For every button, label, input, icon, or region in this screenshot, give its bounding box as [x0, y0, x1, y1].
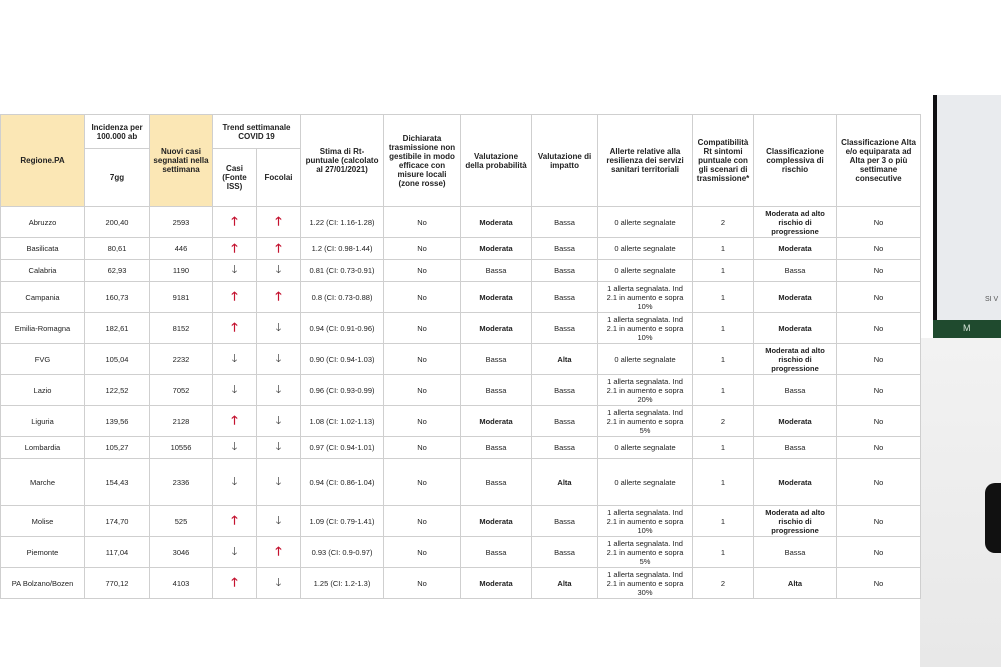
arrow-up-icon [213, 282, 257, 313]
cell-high: No [837, 260, 921, 282]
header-impact: Valutazione di impatto [532, 115, 598, 207]
cell-declared: No [384, 282, 461, 313]
cell-overall: Moderata [754, 282, 837, 313]
table-body [1, 207, 921, 599]
header-overall: Classificazione complessiva di rischio [754, 115, 837, 207]
cell-overall: Bassa [754, 260, 837, 282]
cell-region: Campania [1, 282, 85, 313]
arrow-down-icon [257, 406, 301, 437]
cell-declared: No [384, 207, 461, 238]
side-label: SI V [985, 296, 999, 303]
header-probability: Valutazione della probabilità [461, 115, 532, 207]
cell-high: No [837, 459, 921, 506]
cell-compatible: 2 [693, 207, 754, 238]
cell-incidence: 105,04 [85, 344, 150, 375]
arrow-down-icon [257, 437, 301, 459]
cell-overall: Moderata [754, 406, 837, 437]
cell-impact: Bassa [532, 238, 598, 260]
cell-impact: Bassa [532, 506, 598, 537]
cell-probability: Bassa [461, 260, 532, 282]
cell-compatible: 1 [693, 459, 754, 506]
cell-declared: No [384, 437, 461, 459]
cell-probability: Moderata [461, 207, 532, 238]
table-row [1, 406, 921, 437]
arrow-up-icon: 🡑 [275, 289, 282, 303]
cell-rt: 0.97 (CI: 0.94-1.01) [301, 437, 384, 459]
cell-compatible: 1 [693, 282, 754, 313]
cell-cases: 7052 [150, 375, 213, 406]
cell-rt: 0.81 (CI: 0.73-0.91) [301, 260, 384, 282]
cell-incidence: 139,56 [85, 406, 150, 437]
arrow-down-icon: 🡓 [231, 383, 238, 396]
table-row [1, 238, 921, 260]
cell-rt: 1.09 (CI: 0.79-1.41) [301, 506, 384, 537]
cell-rt: 1.08 (CI: 1.02-1.13) [301, 406, 384, 437]
arrow-down-icon: 🡓 [275, 576, 282, 589]
cell-impact: Bassa [532, 406, 598, 437]
cell-cases: 2336 [150, 459, 213, 506]
arrow-down-icon [257, 260, 301, 282]
table-row [1, 568, 921, 599]
cell-cases: 2128 [150, 406, 213, 437]
arrow-up-icon: 🡑 [231, 240, 238, 255]
cell-region: FVG [1, 344, 85, 375]
cell-region: Marche [1, 459, 85, 506]
cell-impact: Alta [532, 344, 598, 375]
arrow-down-icon: 🡓 [275, 264, 282, 276]
cell-region: Abruzzo [1, 207, 85, 238]
table-row [1, 344, 921, 375]
cell-declared: No [384, 506, 461, 537]
cell-incidence: 770,12 [85, 568, 150, 599]
arrow-up-icon: 🡑 [231, 214, 238, 228]
cell-compatible: 1 [693, 375, 754, 406]
cell-overall: Alta [754, 568, 837, 599]
cell-cases: 9181 [150, 282, 213, 313]
cell-incidence: 122,52 [85, 375, 150, 406]
arrow-up-icon: 🡑 [231, 413, 238, 427]
arrow-up-icon [213, 313, 257, 344]
arrow-down-icon [213, 437, 257, 459]
cell-high: No [837, 406, 921, 437]
cell-alerts: 1 allerta segnalata. Ind 2.1 in aumento e sopra 20% [598, 375, 693, 406]
cell-high: No [837, 437, 921, 459]
table-row [1, 282, 921, 313]
arrow-down-icon [257, 506, 301, 537]
cell-probability: Bassa [461, 537, 532, 568]
cell-alerts: 1 allerta segnalata. Ind 2.1 in aumento e sopra 5% [598, 537, 693, 568]
cell-region: Liguria [1, 406, 85, 437]
cell-high: No [837, 282, 921, 313]
cell-rt: 0.8 (CI: 0.73-0.88) [301, 282, 384, 313]
arrow-up-icon: 🡑 [275, 240, 282, 255]
cell-alerts: 0 allerte segnalate [598, 207, 693, 238]
arrow-down-icon [213, 459, 257, 506]
cell-compatible: 1 [693, 313, 754, 344]
cell-probability: Moderata [461, 282, 532, 313]
cell-incidence: 200,40 [85, 207, 150, 238]
table-row [1, 437, 921, 459]
cell-high: No [837, 375, 921, 406]
cell-impact: Bassa [532, 437, 598, 459]
table-row [1, 459, 921, 506]
header-new-cases: Nuovi casi segnalati nella settimana [150, 115, 213, 207]
arrow-down-icon: 🡓 [275, 441, 282, 453]
arrow-down-icon [213, 375, 257, 406]
cell-high: No [837, 207, 921, 238]
arrow-down-icon: 🡓 [275, 414, 282, 427]
cell-rt: 1.25 (CI: 1.2-1.3) [301, 568, 384, 599]
cell-declared: No [384, 260, 461, 282]
cell-compatible: 1 [693, 260, 754, 282]
arrow-up-icon [213, 238, 257, 260]
arrow-down-icon: 🡓 [275, 383, 282, 396]
covid-risk-table [0, 114, 921, 599]
cell-compatible: 2 [693, 568, 754, 599]
side-monitor-edge [933, 95, 937, 338]
header-high: Classificazione Alta e/o equiparata ad Alta per 3 o più settimane consecutive [837, 115, 921, 207]
header-compatible: Compatibilità Rt sintomi puntuale con gli scenari di trasmissione* [693, 115, 754, 207]
cell-probability: Moderata [461, 506, 532, 537]
cell-compatible: 1 [693, 238, 754, 260]
header-rt: Stima di Rt-puntuale (calcolato al 27/01/2021) [301, 115, 384, 207]
cell-alerts: 0 allerte segnalate [598, 344, 693, 375]
cell-alerts: 1 allerta segnalata. Ind 2.1 in aumento e sopra 10% [598, 282, 693, 313]
arrow-down-icon: 🡓 [231, 352, 238, 365]
cell-region: Piemonte [1, 537, 85, 568]
cell-region: PA Bolzano/Bozen [1, 568, 85, 599]
cell-impact: Bassa [532, 260, 598, 282]
arrow-down-icon [257, 375, 301, 406]
cell-probability: Moderata [461, 568, 532, 599]
cell-alerts: 1 allerta segnalata. Ind 2.1 in aumento e sopra 30% [598, 568, 693, 599]
arrow-down-icon: 🡓 [275, 352, 282, 365]
arrow-down-icon: 🡓 [231, 545, 238, 558]
arrow-down-icon [257, 459, 301, 506]
cell-declared: No [384, 375, 461, 406]
arrow-up-icon: 🡑 [231, 513, 238, 527]
cell-probability: Bassa [461, 375, 532, 406]
cell-region: Emilia-Romagna [1, 313, 85, 344]
arrow-up-icon: 🡑 [275, 544, 282, 558]
arrow-up-icon [257, 537, 301, 568]
cell-compatible: 1 [693, 344, 754, 375]
cell-declared: No [384, 344, 461, 375]
cell-cases: 1190 [150, 260, 213, 282]
arrow-down-icon: 🡓 [231, 441, 238, 453]
header-row-1 [1, 115, 921, 149]
cell-alerts: 0 allerte segnalate [598, 437, 693, 459]
cell-rt: 1.22 (CI: 1.16-1.28) [301, 207, 384, 238]
cell-high: No [837, 537, 921, 568]
cell-overall: Moderata [754, 238, 837, 260]
cell-alerts: 1 allerta segnalata. Ind 2.1 in aumento e sopra 10% [598, 313, 693, 344]
cell-rt: 0.93 (CI: 0.9-0.97) [301, 537, 384, 568]
side-monitor-banner [933, 320, 1001, 338]
cell-probability: Bassa [461, 437, 532, 459]
cell-incidence: 154,43 [85, 459, 150, 506]
cell-alerts: 1 allerta segnalata. Ind 2.1 in aumento e sopra 10% [598, 506, 693, 537]
banner-text: M [963, 323, 971, 333]
cell-high: No [837, 344, 921, 375]
arrow-up-icon [257, 282, 301, 313]
cell-rt: 0.96 (CI: 0.93-0.99) [301, 375, 384, 406]
header-trend: Trend settimanale COVID 19 [213, 115, 301, 149]
header-alerts: Allerte relative alla resilienza dei servizi sanitari territoriali [598, 115, 693, 207]
cell-high: No [837, 506, 921, 537]
cell-declared: No [384, 537, 461, 568]
arrow-down-icon [257, 344, 301, 375]
arrow-down-icon [213, 537, 257, 568]
table-row [1, 207, 921, 238]
cell-cases: 2232 [150, 344, 213, 375]
arrow-down-icon [213, 260, 257, 282]
cell-rt: 0.90 (CI: 0.94-1.03) [301, 344, 384, 375]
cell-high: No [837, 568, 921, 599]
cell-impact: Bassa [532, 537, 598, 568]
cell-compatible: 2 [693, 406, 754, 437]
cell-alerts: 0 allerte segnalate [598, 260, 693, 282]
cell-region: Calabria [1, 260, 85, 282]
cell-compatible: 1 [693, 506, 754, 537]
cell-incidence: 174,70 [85, 506, 150, 537]
cell-region: Lombardia [1, 437, 85, 459]
cell-impact: Bassa [532, 282, 598, 313]
cell-region: Molise [1, 506, 85, 537]
arrow-down-icon [257, 568, 301, 599]
cell-probability: Moderata [461, 313, 532, 344]
header-trend-cases: Casi (Fonte ISS) [213, 149, 257, 207]
cell-incidence: 62,93 [85, 260, 150, 282]
arrow-up-icon [213, 406, 257, 437]
table-row [1, 260, 921, 282]
cell-overall: Bassa [754, 437, 837, 459]
cell-incidence: 80,61 [85, 238, 150, 260]
cell-overall: Moderata ad alto rischio di progressione [754, 207, 837, 238]
header-region: Regione.PA [1, 115, 85, 207]
cell-compatible: 1 [693, 537, 754, 568]
table-row [1, 375, 921, 406]
cell-declared: No [384, 406, 461, 437]
speaker-silhouette [985, 483, 1001, 553]
cell-overall: Moderata ad alto rischio di progressione [754, 344, 837, 375]
cell-overall: Moderata [754, 313, 837, 344]
table-row [1, 506, 921, 537]
cell-incidence: 160,73 [85, 282, 150, 313]
cell-cases: 8152 [150, 313, 213, 344]
cell-incidence: 117,04 [85, 537, 150, 568]
cell-probability: Moderata [461, 238, 532, 260]
table-row [1, 313, 921, 344]
cell-rt: 1.2 (CI: 0.98-1.44) [301, 238, 384, 260]
header-incidence: Incidenza per 100.000 ab [85, 115, 150, 149]
cell-compatible: 1 [693, 437, 754, 459]
header-incidence-7gg: 7gg [85, 149, 150, 207]
arrow-down-icon: 🡓 [275, 475, 282, 488]
arrow-down-icon [257, 313, 301, 344]
cell-declared: No [384, 568, 461, 599]
cell-declared: No [384, 459, 461, 506]
cell-impact: Alta [532, 568, 598, 599]
arrow-down-icon: 🡓 [275, 514, 282, 527]
cell-impact: Bassa [532, 313, 598, 344]
cell-cases: 446 [150, 238, 213, 260]
arrow-down-icon: 🡓 [275, 321, 282, 334]
table-row [1, 537, 921, 568]
cell-high: No [837, 238, 921, 260]
cell-impact: Bassa [532, 375, 598, 406]
arrow-up-icon [213, 568, 257, 599]
cell-alerts: 1 allerta segnalata. Ind 2.1 in aumento e sopra 5% [598, 406, 693, 437]
cell-high: No [837, 313, 921, 344]
arrow-up-icon [213, 506, 257, 537]
arrow-up-icon: 🡑 [231, 289, 238, 303]
cell-overall: Bassa [754, 537, 837, 568]
cell-alerts: 0 allerte segnalate [598, 238, 693, 260]
cell-probability: Bassa [461, 459, 532, 506]
arrow-up-icon [213, 207, 257, 238]
cell-cases: 2593 [150, 207, 213, 238]
cell-cases: 525 [150, 506, 213, 537]
arrow-up-icon: 🡑 [231, 320, 238, 334]
arrow-up-icon: 🡑 [275, 214, 282, 228]
header-trend-foci: Focolai [257, 149, 301, 207]
header-declared: Dichiarata trasmissione non gestibile in modo efficace con misure locali (zone rosse) [384, 115, 461, 207]
cell-rt: 0.94 (CI: 0.86-1.04) [301, 459, 384, 506]
cell-region: Basilicata [1, 238, 85, 260]
arrow-down-icon: 🡓 [231, 475, 238, 488]
cell-cases: 10556 [150, 437, 213, 459]
arrow-down-icon: 🡓 [231, 264, 238, 276]
cell-overall: Bassa [754, 375, 837, 406]
cell-probability: Bassa [461, 344, 532, 375]
cell-impact: Alta [532, 459, 598, 506]
arrow-up-icon: 🡑 [231, 575, 238, 589]
cell-overall: Moderata ad alto rischio di progressione [754, 506, 837, 537]
arrow-up-icon [257, 238, 301, 260]
cell-alerts: 0 allerte segnalate [598, 459, 693, 506]
cell-cases: 4103 [150, 568, 213, 599]
arrow-down-icon [213, 344, 257, 375]
cell-impact: Bassa [532, 207, 598, 238]
cell-cases: 3046 [150, 537, 213, 568]
cell-incidence: 182,61 [85, 313, 150, 344]
cell-incidence: 105,27 [85, 437, 150, 459]
cell-declared: No [384, 313, 461, 344]
cell-declared: No [384, 238, 461, 260]
arrow-up-icon [257, 207, 301, 238]
cell-region: Lazio [1, 375, 85, 406]
cell-overall: Moderata [754, 459, 837, 506]
cell-rt: 0.94 (CI: 0.91-0.96) [301, 313, 384, 344]
cell-probability: Moderata [461, 406, 532, 437]
